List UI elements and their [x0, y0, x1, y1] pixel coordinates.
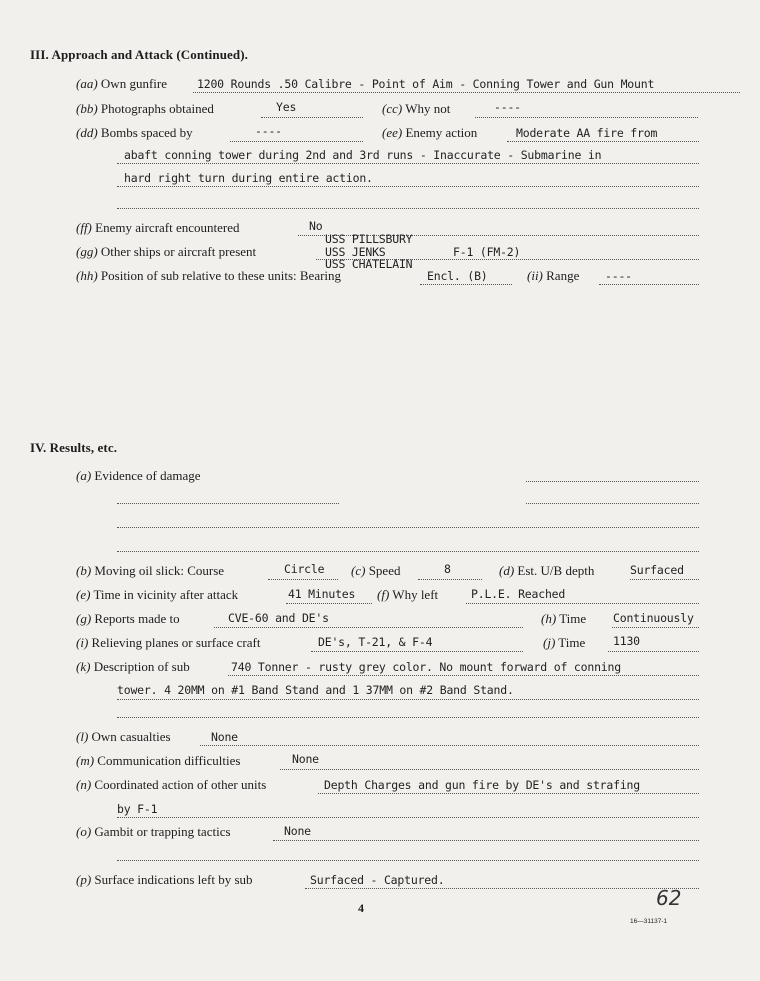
field-i-value: DE's, T-21, & F-4 — [318, 635, 433, 649]
field-dd-key: (dd) — [76, 125, 98, 140]
field-dd-label: Bombs spaced by — [100, 125, 193, 140]
field-ee-value-2: abaft conning tower during 2nd and 3rd runs - Inaccurate - Submarine in — [124, 148, 602, 162]
field-ff-key: (ff) — [76, 220, 92, 235]
field-b — [76, 563, 224, 581]
field-f-key: (f) — [377, 587, 390, 602]
field-e-key: (e) — [76, 587, 91, 602]
field-k-value: 740 Tonner - rusty grey color. No mount forward of conning — [231, 660, 621, 674]
field-k-key: (k) — [76, 659, 91, 674]
field-ee-key: (ee) — [382, 125, 403, 140]
field-gg-ship-2: USS JENKS — [325, 245, 386, 259]
field-dd — [76, 125, 193, 143]
field-e-label: Time in vicinity after attack — [93, 587, 239, 602]
field-ee-value: Moderate AA fire from — [516, 126, 658, 140]
field-p-label: Surface indications left by sub — [94, 872, 253, 887]
field-cc — [382, 101, 450, 119]
field-hh-key: (hh) — [76, 268, 98, 283]
field-i-label: Relieving planes or surface craft — [91, 635, 261, 650]
field-j-value: 1130 — [613, 634, 640, 648]
form-code: 16—31137-1 — [630, 918, 668, 925]
field-h-label: Time — [559, 611, 587, 626]
field-ii — [527, 268, 579, 286]
field-o-line — [273, 824, 699, 841]
field-a-line-4 — [117, 550, 699, 552]
field-e — [76, 587, 238, 605]
field-ii-value: ---- — [605, 269, 632, 283]
field-p-value: Surfaced - Captured. — [310, 873, 445, 887]
field-aa-key: (aa) — [76, 76, 98, 91]
field-i — [76, 635, 260, 653]
field-m-label: Communication difficulties — [97, 753, 241, 768]
field-a-key: (a) — [76, 468, 92, 483]
field-gg-aircraft: F-1 (FM-2) — [453, 245, 521, 259]
field-a-line-2a — [117, 502, 339, 504]
field-o-label: Gambit or trapping tactics — [94, 824, 231, 839]
field-hh-label: Position of sub relative to these units: Bearing — [100, 268, 342, 283]
field-k-line-3 — [117, 716, 699, 718]
field-d — [499, 563, 594, 581]
handwritten-number: 62 — [656, 886, 682, 910]
field-bb-label: Photographs obtained — [100, 101, 214, 116]
field-ii-label: Range — [546, 268, 580, 283]
section-4-heading: IV. Results, etc. — [30, 440, 118, 455]
field-n-key: (n) — [76, 777, 92, 792]
field-cc-label: Why not — [405, 101, 451, 116]
field-h-value: Continuously — [613, 611, 694, 625]
field-c-key: (c) — [351, 563, 366, 578]
field-n — [76, 777, 266, 795]
field-a-line-1 — [526, 480, 699, 482]
field-c — [351, 563, 400, 581]
field-g-label: Reports made to — [94, 611, 180, 626]
field-gg-key: (gg) — [76, 244, 98, 259]
field-gg-label: Other ships or aircraft present — [100, 244, 257, 259]
field-j-key: (j) — [543, 635, 556, 650]
field-e-value: 41 Minutes — [288, 587, 356, 601]
field-l-label: Own casualties — [91, 729, 171, 744]
field-gg-ship-3: USS CHATELAIN — [325, 257, 413, 271]
field-h-key: (h) — [541, 611, 557, 626]
field-a-line-3 — [117, 526, 699, 528]
field-dd-line — [230, 125, 363, 142]
field-n-label: Coordinated action of other units — [94, 777, 267, 792]
field-j — [543, 635, 585, 653]
field-k — [76, 659, 190, 677]
field-p-key: (p) — [76, 872, 92, 887]
field-ff — [76, 220, 240, 238]
field-ee-line-4 — [117, 207, 699, 209]
field-ff-label: Enemy aircraft encountered — [95, 220, 240, 235]
field-b-value: Circle — [284, 562, 325, 576]
field-d-value: Surfaced — [630, 563, 684, 577]
field-aa-label: Own gunfire — [100, 76, 167, 91]
field-i-key: (i) — [76, 635, 89, 650]
field-o — [76, 824, 231, 842]
field-ff-value: No — [309, 219, 323, 233]
field-gg — [76, 244, 256, 262]
field-ee-value-3: hard right turn during entire action. — [124, 171, 373, 185]
field-g — [76, 611, 180, 629]
field-o-value: None — [284, 824, 311, 838]
field-o-line-2 — [117, 859, 699, 861]
field-m-value: None — [292, 752, 319, 766]
field-l — [76, 729, 171, 747]
field-ii-key: (ii) — [527, 268, 543, 283]
field-o-key: (o) — [76, 824, 92, 839]
field-gg-ship-1: USS PILLSBURY — [325, 232, 413, 246]
field-ee-label: Enemy action — [405, 125, 478, 140]
field-c-value: 8 — [444, 562, 451, 576]
field-ee — [382, 125, 477, 143]
section-3-heading: III. Approach and Attack (Continued). — [30, 47, 249, 62]
field-a-line-2b — [526, 502, 699, 504]
field-a — [76, 468, 201, 486]
field-k-value-2: tower. 4 20MM on #1 Band Stand and 1 37MM on #2 Band Stand. — [117, 683, 514, 697]
field-bb-key: (bb) — [76, 101, 98, 116]
field-hh — [76, 268, 341, 286]
field-hh-value: Encl. (B) — [427, 269, 488, 283]
field-n-value-2: by F-1 — [117, 802, 158, 816]
field-l-line — [200, 729, 699, 746]
field-d-label: Est. U/B depth — [517, 563, 595, 578]
field-bb — [76, 101, 214, 119]
field-g-value: CVE-60 and DE's — [228, 611, 329, 625]
field-h — [541, 611, 586, 629]
field-m-line — [280, 753, 699, 770]
field-dd-value: ---- — [255, 124, 282, 138]
field-l-key: (l) — [76, 729, 89, 744]
field-m-key: (m) — [76, 753, 95, 768]
field-b-key: (b) — [76, 563, 92, 578]
field-m — [76, 753, 240, 771]
field-n-value: Depth Charges and gun fire by DE's and strafing — [324, 778, 641, 792]
field-g-key: (g) — [76, 611, 92, 626]
field-d-key: (d) — [499, 563, 515, 578]
field-b-label: Moving oil slick: Course — [94, 563, 225, 578]
field-l-value: None — [211, 730, 238, 744]
field-f — [377, 587, 438, 605]
field-bb-value: Yes — [276, 100, 297, 114]
field-cc-value: ---- — [494, 100, 521, 114]
field-k-label: Description of sub — [93, 659, 190, 674]
field-c-label: Speed — [368, 563, 401, 578]
field-f-value: P.L.E. Reached — [471, 587, 566, 601]
page-number: 4 — [358, 901, 364, 915]
field-cc-key: (cc) — [382, 101, 403, 116]
field-n-line-2 — [117, 801, 699, 818]
field-j-label: Time — [558, 635, 586, 650]
field-p — [76, 872, 253, 890]
field-aa-value: 1200 Rounds .50 Calibre - Point of Aim - Conning Tower and Gun Mount — [197, 77, 655, 91]
field-aa — [76, 76, 167, 94]
field-a-label: Evidence of damage — [94, 468, 201, 483]
field-f-label: Why left — [392, 587, 439, 602]
